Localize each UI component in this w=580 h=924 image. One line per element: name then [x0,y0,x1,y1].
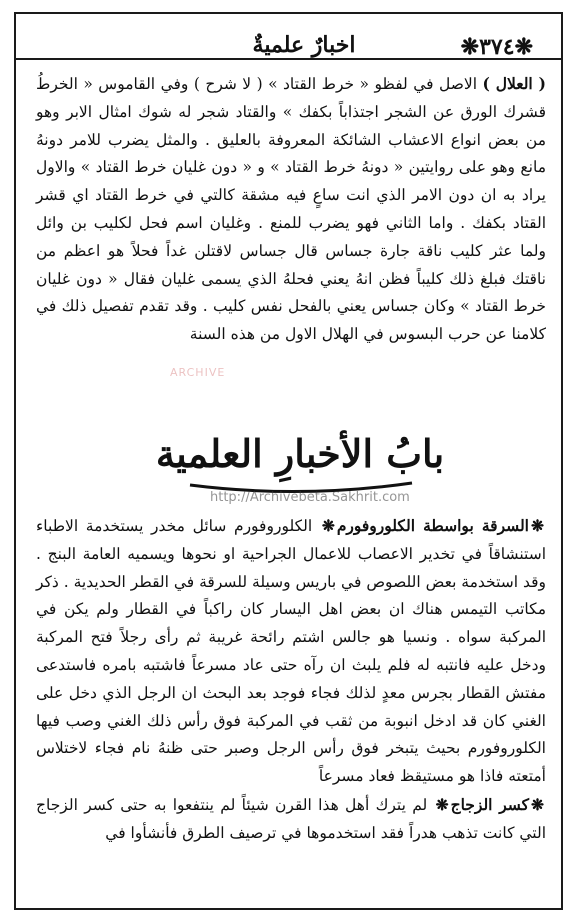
page-number: ❋٣٧٤❋ [460,34,533,60]
entry-label: كسر الزجاج [450,794,530,814]
entry-text: الاصل في لفظو « خرط القتاد » ( لا شرح ) وفي القاموس « الخرطُ قشرك الورق عن الشجر اجتذاباً بكفك » والقتاد شجر له شوك امثال الابر وهو من بعض انواع الاعشاب الشائكة المعروفة بالعليق . والمثل يضرب للامر دونهُ مانع وهو على روايتين « دونهُ خرط القتاد » و « دون غليان خرط القتاد » والاول يراد به ان دون الامر الذي انت ساعٍ فيه مشقة كالتي في خرط القتاد اي قشر القتاد بكفك . واما الثاني فهو يضرب للمنع . وغليان اسم فحل لكليب بن وائل ولما عثر كليب ناقة جارة جساس قال جساس لاقتلن غداً فحلاً هو اعظم من ناقتك فبلغ ذلك كليباً فظن انهُ يعني فحلهُ الذي يسمى غليان فقال « دون غليان خرط القتاد » وكان جساس يعني بالفحل نفس كليب . وقد تقدم تفصيل ذلك في كلامنا عن حرب البسوس في الهلال الاول من هذه السنة [36,75,546,344]
entry-alal [36,70,546,349]
running-title: اخبارٌ علميةٌ [252,32,356,58]
entry-chloroform [36,512,546,848]
header-divider [14,58,563,60]
entry-label: السرقة بواسطة الكلوروفورم [336,516,529,535]
watermark: ARCHIVE [170,366,226,379]
ornament-icon: ❋ [435,794,449,814]
entry-label: ( العلال ) [482,74,546,93]
entry-text: لم يترك أهل هذا القرن شيئاً لم ينتفعوا به حتى كسر الزجاج التي كانت تذهب هدراً فقد استخدموها في ترصيف الطرق فأنشأوا في [36,795,546,842]
watermark-url: http://Archivebeta.Sakhrit.com [210,490,410,505]
section-title: بابُ الأخبارِ العلمية [155,431,445,476]
page-header [14,12,563,58]
ornament-icon: ❋ [321,516,335,535]
entry-text: الكلوروفورم سائل مخدر يستخدمة الاطباء استنشاقاً في تخدير الاعصاب للاعمال الجراحية او نحوها ويسميه العامة البنج . وقد استخدمة بعض اللصوص في باريس وسيلة للسرقة في القطر الحديدية . ذكر مكاتب التيمس هناك ان بعض اهل اليسار كان راكباً في القطار ولم يكن في المركبة سواه . ونسيا هو جالس اشتم رائحة غريبة ثم رأى رجلاً فتح المركبة ودخل عليه فانتبه له فلم يلبث ان رآه حتى عاد مسرعاً فاشتبه بامره فاستدعى مفتش القطار بجرس معدٍ لذلك فجاء فوجد بعد البحث ان الرجل الذي دخل على الغني كان قد ادخل انبوبة من ثقب في المركبة فوق رأس ذلك الغني وصب فيها الكلوروفورم بحيث يتبخر فوق رأس الرجل وصبر حتى ظنهُ نام فجاء لاختلاس أمتعته فاذا هو مستيقظ فعاد مسرعاً [36,517,546,786]
ornament-icon: ❋ [531,516,544,535]
ornament-icon: ❋ [531,794,545,814]
section-title-calligraphy [150,395,450,503]
